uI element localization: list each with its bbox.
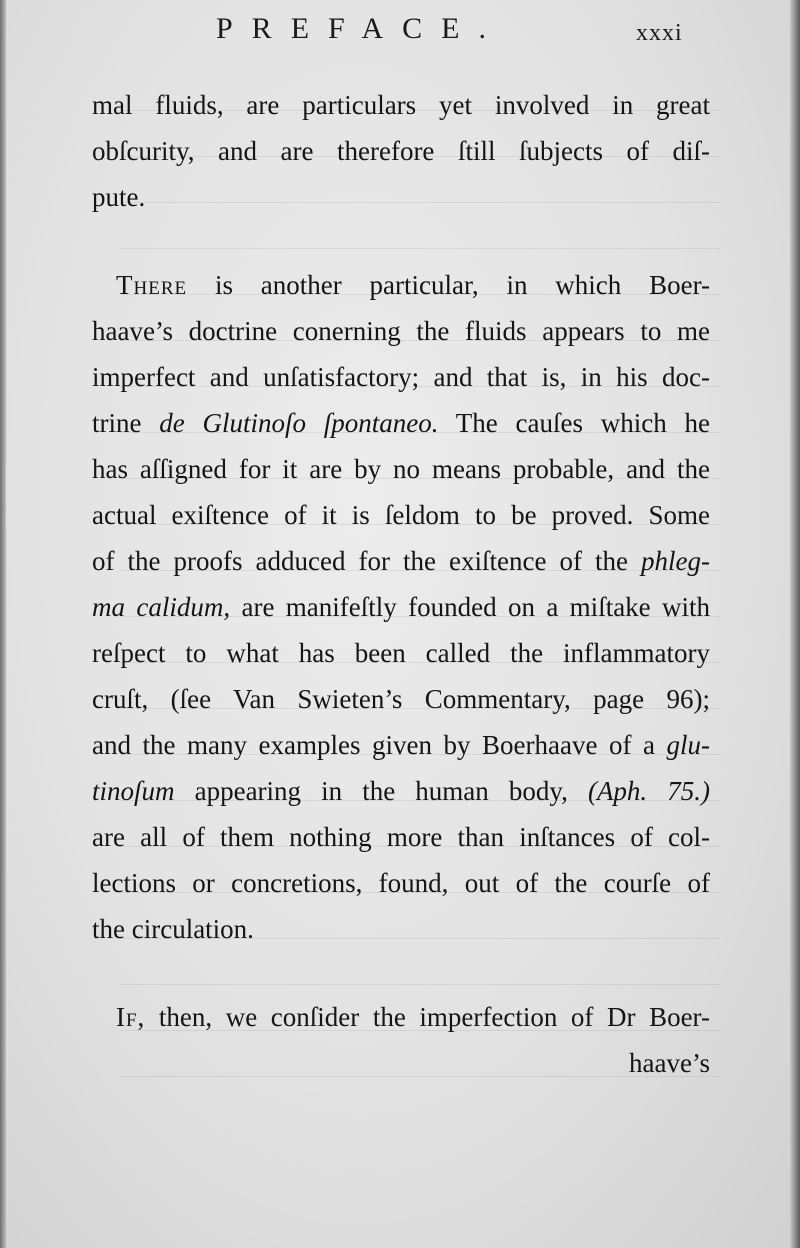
latin-phrase: phleg- bbox=[641, 546, 710, 576]
page-edge-right bbox=[790, 0, 800, 1248]
small-caps-word: If, bbox=[116, 1002, 146, 1032]
text-line: haave’s doctrine conerning the fluids appears to me bbox=[92, 316, 710, 346]
latin-phrase: tinoſum bbox=[92, 776, 175, 806]
aphorism-reference: (Aph. 75.) bbox=[587, 776, 711, 806]
latin-phrase: glu- bbox=[666, 730, 711, 760]
text-line: the circulation. bbox=[92, 914, 254, 944]
text-line: lections or concretions, found, out of the courſe of bbox=[92, 868, 710, 898]
text-line: actual exiſtence of it is ſeldom to be proved. Some bbox=[92, 500, 710, 530]
text-line: imperfect and unſatisfactory; and that is, in his doc- bbox=[92, 362, 710, 392]
small-caps-word: There bbox=[116, 270, 188, 300]
catchword: haave’s bbox=[629, 1048, 710, 1078]
text-line: trine de Glutinoſo ſpontaneo. The cauſes which he bbox=[92, 408, 710, 438]
text-line: There is another particular, in which Boer- bbox=[116, 270, 711, 300]
latin-phrase: ma calidum, bbox=[92, 592, 231, 622]
text-line: and the many examples given by Boerhaave of a glu- bbox=[92, 730, 711, 760]
text-line: pute. bbox=[92, 182, 146, 212]
text-line: obſcurity, and are therefore ſtill ſubjects of diſ- bbox=[92, 136, 710, 166]
latin-phrase: de Glutinoſo ſpontaneo. bbox=[159, 408, 439, 438]
running-head bbox=[0, 10, 800, 50]
text-line: reſpect to what has been called the inflammatory bbox=[92, 638, 710, 668]
text-line: are all of them nothing more than inſtances of col- bbox=[92, 822, 710, 852]
text-line: If, then, we conſider the imperfection of Dr Boer- bbox=[116, 1002, 711, 1032]
running-head-title: PREFACE. bbox=[216, 12, 505, 45]
text-line: cruſt, (ſee Van Swieten’s Commentary, page 96); bbox=[92, 684, 710, 714]
text-line: mal fluids, are particulars yet involved in great bbox=[92, 90, 710, 120]
text-line: has aſſigned for it are by no means probable, and the bbox=[92, 454, 710, 484]
text-line: ma calidum, are manifeſtly founded on a miſtake with bbox=[92, 592, 711, 622]
text-line: of the proofs adduced for the exiſtence of the phleg- bbox=[92, 546, 710, 576]
text-line: tinoſum appearing in the human body, (Aph. 75.) bbox=[92, 776, 711, 806]
page-edge-left bbox=[0, 0, 6, 1248]
page-number: xxxi bbox=[636, 20, 683, 46]
